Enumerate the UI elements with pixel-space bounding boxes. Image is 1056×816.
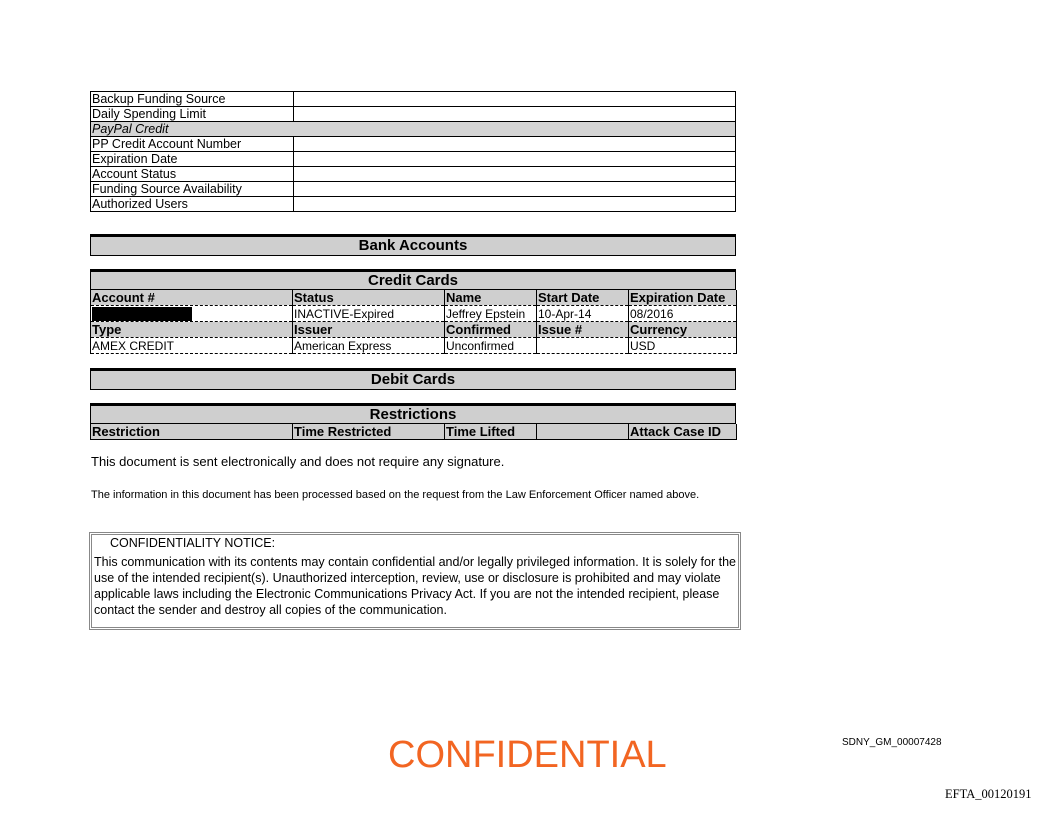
col-header: Confirmed [445, 322, 537, 338]
info-value [294, 182, 736, 197]
col-header: Issue # [537, 322, 629, 338]
credit-cards-section [90, 269, 736, 354]
info-section-row [91, 122, 736, 137]
bates-number-efta: EFTA_00120191 [945, 787, 1032, 801]
redaction-block [92, 307, 192, 321]
confidentiality-notice-box [89, 532, 741, 630]
col-header: Start Date [537, 290, 629, 306]
info-row [91, 182, 736, 197]
restrictions-heading: Restrictions [90, 403, 736, 424]
cell: INACTIVE-Expired [293, 306, 445, 322]
info-label: Daily Spending Limit [91, 107, 294, 122]
col-header: Status [293, 290, 445, 306]
info-row [91, 137, 736, 152]
info-label: Account Status [91, 167, 294, 182]
restrictions-section [90, 403, 736, 440]
confidential-stamp: CONFIDENTIAL [388, 734, 667, 776]
col-header: Time Restricted [293, 424, 445, 440]
bates-number-sdny: SDNY_GM_00007428 [842, 737, 942, 748]
info-value [294, 107, 736, 122]
confidentiality-body: This communication with its contents may contain confidential and/or legally privileged information. It is solely for the use of the intended recipient(s). Unauthorized interception, review, use or disclosure is prohibited and may violate applicable laws including the Electronic Communications Privacy Act. If you are not the intended recipient, please contact the sender and destroy all copies of the communication. [94, 555, 736, 617]
restrictions-header-row [91, 424, 737, 440]
col-header: Account # [91, 290, 293, 306]
info-value [294, 92, 736, 107]
confidentiality-heading: CONFIDENTIALITY NOTICE: [110, 536, 276, 550]
cell: American Express [293, 338, 445, 354]
info-row [91, 167, 736, 182]
account-info-table [90, 91, 736, 212]
col-header: Currency [629, 322, 737, 338]
col-header: Issuer [293, 322, 445, 338]
restrictions-table [90, 424, 737, 440]
info-label: PP Credit Account Number [91, 137, 294, 152]
credit-card-row [91, 306, 737, 322]
info-label: Funding Source Availability [91, 182, 294, 197]
col-header: Type [91, 322, 293, 338]
info-label: Authorized Users [91, 197, 294, 212]
col-header [537, 424, 629, 440]
info-value [294, 152, 736, 167]
col-header: Expiration Date [629, 290, 737, 306]
credit-card-header-row [91, 322, 737, 338]
col-header: Restriction [91, 424, 293, 440]
credit-card-row [91, 338, 737, 354]
info-label: Backup Funding Source [91, 92, 294, 107]
info-row [91, 197, 736, 212]
info-row [91, 107, 736, 122]
section-label-paypal-credit: PayPal Credit [91, 122, 736, 137]
cell: AMEX CREDIT [91, 338, 293, 354]
cell: 08/2016 [629, 306, 737, 322]
cell: Jeffrey Epstein [445, 306, 537, 322]
account-number-cell [91, 306, 293, 322]
processed-note: The information in this document has been processed based on the request from the Law Enforcement Officer named above. [91, 489, 700, 501]
cell [537, 338, 629, 354]
bank-accounts-heading: Bank Accounts [90, 234, 736, 256]
credit-card-header-row [91, 290, 737, 306]
info-value [294, 137, 736, 152]
col-header: Time Lifted [445, 424, 537, 440]
credit-cards-table [90, 290, 737, 354]
cell: USD [629, 338, 737, 354]
info-label: Expiration Date [91, 152, 294, 167]
info-row [91, 92, 736, 107]
signature-note: This document is sent electronically and does not require any signature. [91, 454, 505, 469]
debit-cards-heading: Debit Cards [90, 368, 736, 390]
col-header: Attack Case ID [629, 424, 737, 440]
cell: 10-Apr-14 [537, 306, 629, 322]
info-value [294, 167, 736, 182]
credit-cards-heading: Credit Cards [90, 269, 736, 290]
col-header: Name [445, 290, 537, 306]
info-value [294, 197, 736, 212]
cell: Unconfirmed [445, 338, 537, 354]
info-row [91, 152, 736, 167]
